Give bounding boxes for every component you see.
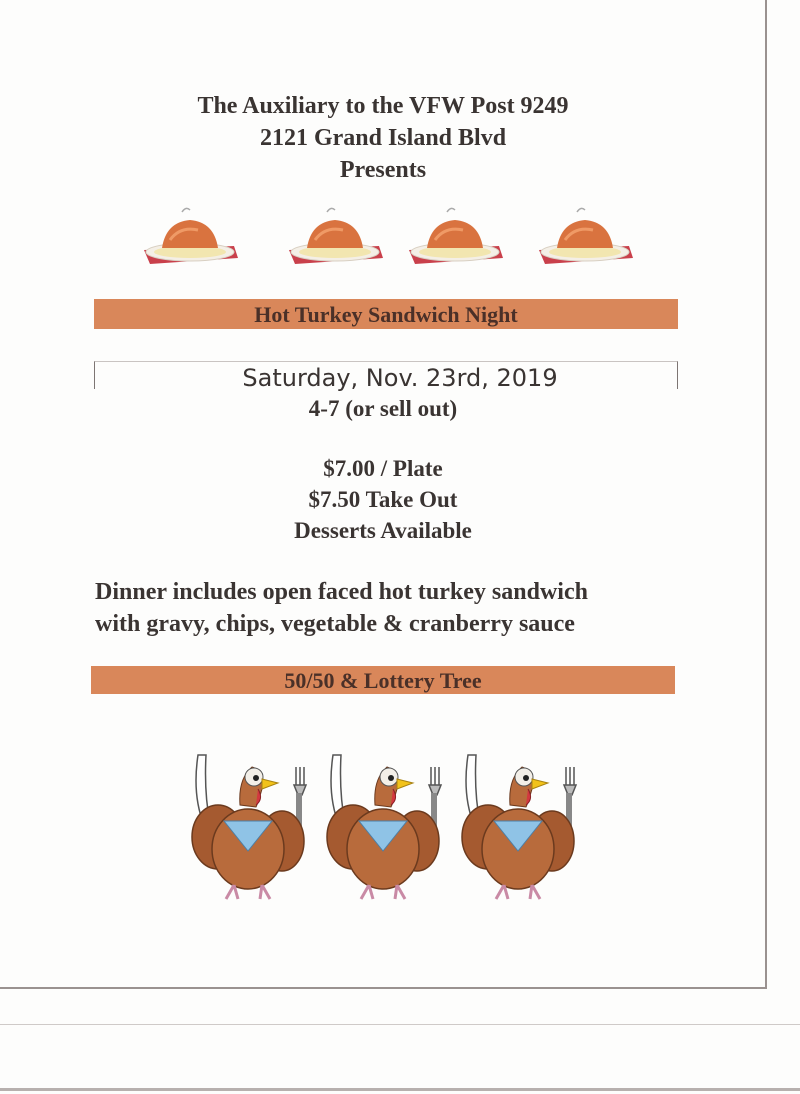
pricing-block [0,453,766,546]
extras-banner: 50/50 & Lottery Tree [91,666,675,694]
turkey-with-knife-and-fork-icon [313,745,448,903]
address: 2121 Grand Island Blvd [259,125,507,151]
page-bottom-edge [0,1088,800,1091]
description-line-2: with gravy, chips, vegetable & cranberry sauce [95,611,575,637]
event-date: Saturday, Nov. 23rd, 2019 [242,364,558,392]
organization-name: The Auxiliary to the VFW Post 9249 [197,93,569,119]
flyer-header [0,90,766,186]
event-hours: 4-7 (or sell out) [308,396,458,421]
takeout-price: $7.50 Take Out [308,487,458,512]
roast-turkey-plate-icon [285,200,385,272]
desserts-note: Desserts Available [294,518,472,543]
plate-row [140,200,640,275]
page-frame-bottom [0,987,767,989]
roast-turkey-plate-icon [140,200,240,272]
turkey-with-knife-and-fork-icon [178,745,313,903]
plate-price: $7.00 / Plate [323,456,443,481]
event-title-banner: Hot Turkey Sandwich Night [94,299,678,329]
turkey-with-knife-and-fork-icon [448,745,583,903]
roast-turkey-plate-icon [535,200,635,272]
page-fold-line [0,1024,800,1025]
presents-label: Presents [339,157,427,183]
roast-turkey-plate-icon [405,200,505,272]
description-line-1: Dinner includes open faced hot turkey sandwich [95,579,588,605]
turkey-mascot-row [178,745,598,905]
dinner-description [95,576,735,640]
